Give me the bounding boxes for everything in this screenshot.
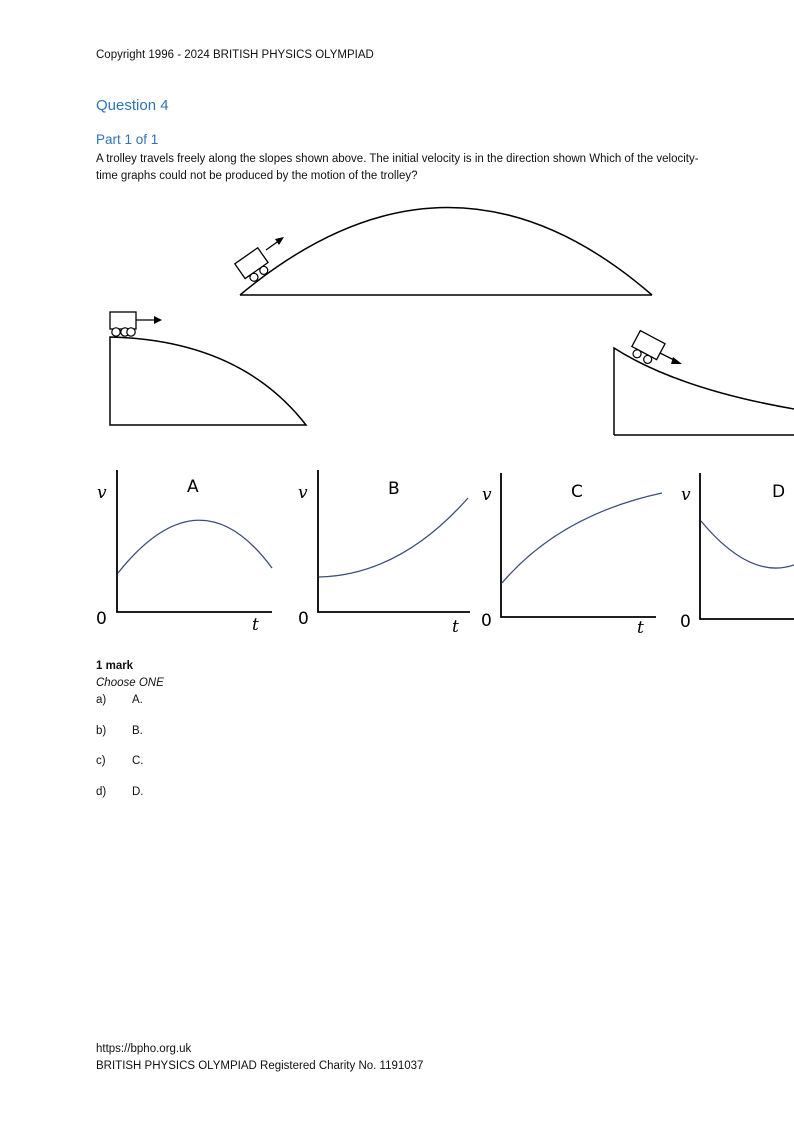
- graph-c: [481, 473, 662, 638]
- option-letter: d): [96, 786, 107, 798]
- graph-b-label: B: [388, 479, 400, 499]
- trolley-on-hill: [235, 248, 273, 285]
- option-text: C.: [132, 755, 144, 767]
- trolley-on-convex-slope: [110, 312, 136, 336]
- graph-a-origin-label: 0: [96, 609, 107, 629]
- concave-down-slope: [614, 348, 794, 435]
- graph-b-t-label: t: [452, 617, 459, 637]
- graph-d: [680, 473, 794, 632]
- graph-c-label: C: [571, 482, 583, 502]
- copyright-header: Copyright 1996 - 2024 BRITISH PHYSICS OLYMPIAD: [96, 49, 374, 61]
- graph-b-v-label: v: [298, 483, 308, 503]
- trolley-on-concave-slope: [628, 331, 665, 367]
- graph-a-t-label: t: [252, 615, 259, 635]
- hill-slope: [240, 208, 652, 296]
- graph-c-t-label: t: [637, 618, 644, 638]
- graph-b: [298, 470, 470, 637]
- convex-drop-slope: [110, 337, 306, 425]
- question-text: A trolley travels freely along the slopes shown above. The initial velocity is in the direction shown Which of the velocity-time graphs could not be produced by the motion of the trolley?: [96, 153, 699, 182]
- option-letter: b): [96, 725, 107, 737]
- mark-value: 1 mark: [96, 660, 134, 672]
- choose-instruction: Choose ONE: [96, 677, 164, 689]
- option-text: B.: [132, 725, 143, 737]
- footer-charity: BRITISH PHYSICS OLYMPIAD Registered Charity No. 1191037: [96, 1060, 424, 1072]
- concave-velocity-arrow: [660, 353, 682, 364]
- graph-d-origin-label: 0: [680, 612, 691, 632]
- convex-velocity-arrow: [136, 316, 162, 324]
- graph-c-origin-label: 0: [481, 611, 492, 631]
- option-letter: a): [96, 694, 107, 706]
- graph-d-v-label: v: [681, 485, 691, 505]
- question-title: Question 4: [96, 97, 169, 114]
- graph-a-label: A: [187, 477, 199, 497]
- footer-url[interactable]: https://bpho.org.uk: [96, 1043, 192, 1055]
- option-letter: c): [96, 755, 106, 767]
- option-c[interactable]: [96, 755, 144, 767]
- option-text: D.: [132, 786, 144, 798]
- graph-a-v-label: v: [97, 483, 107, 503]
- option-a[interactable]: [96, 694, 143, 706]
- option-b[interactable]: [96, 725, 143, 737]
- graph-d-label: D: [772, 482, 786, 502]
- option-text: A.: [132, 694, 143, 706]
- graph-c-v-label: v: [482, 485, 492, 505]
- part-title: Part 1 of 1: [96, 132, 159, 147]
- option-d[interactable]: [96, 786, 144, 798]
- hill-velocity-arrow: [266, 237, 284, 250]
- graph-a: [96, 470, 272, 635]
- question-figure: [0, 200, 794, 650]
- graph-b-origin-label: 0: [298, 609, 309, 629]
